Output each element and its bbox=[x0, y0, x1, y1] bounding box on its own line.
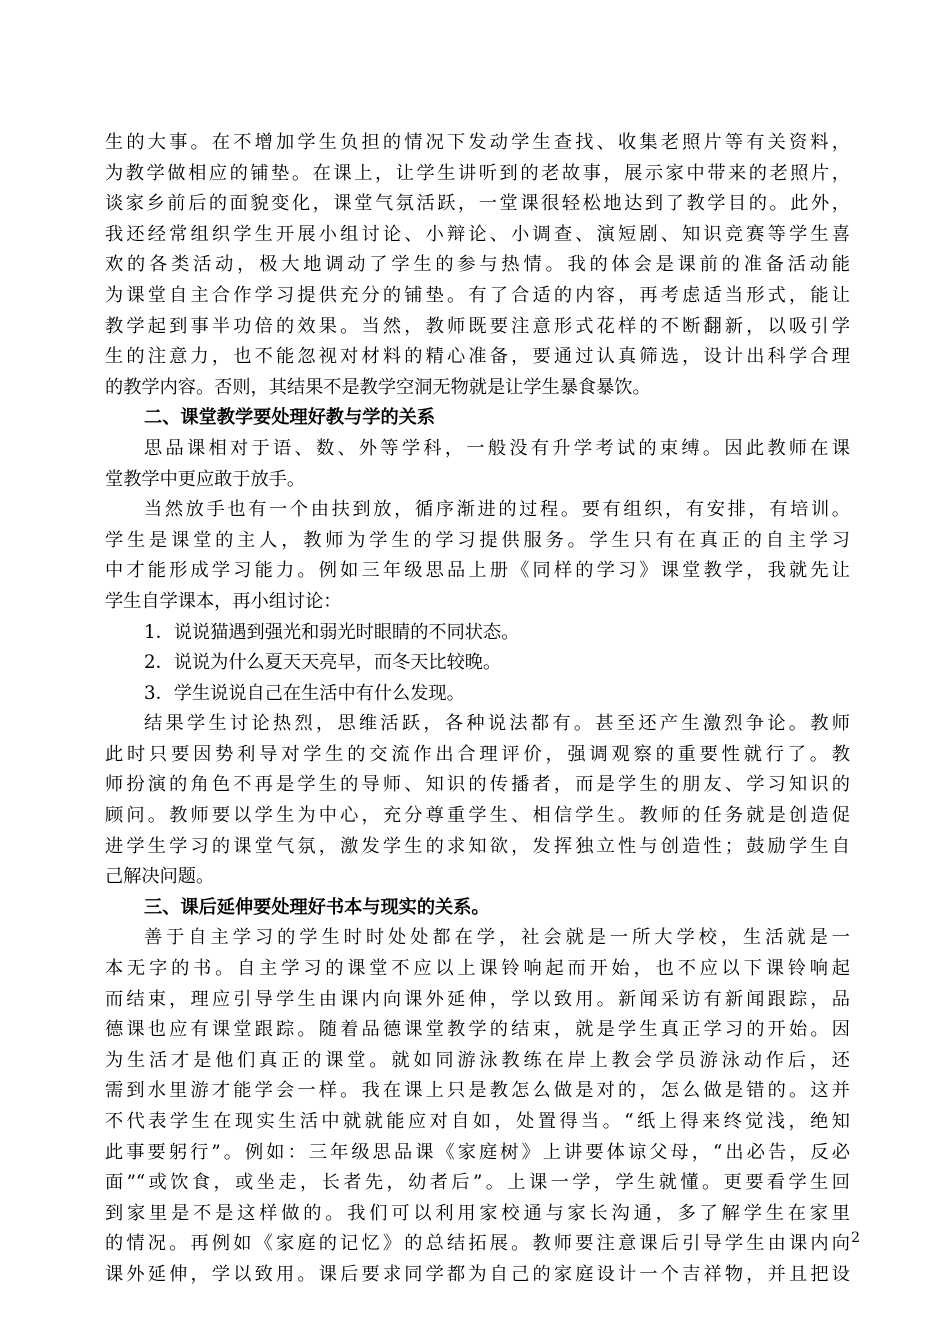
text-line: 课外延伸，学以致用。课后要求同学都为自己的家庭设计一个吉祥物，并且把设 bbox=[105, 1263, 850, 1285]
text-line: 中才能形成学习能力。例如三年级思品上册《同样的学习》课堂教学，我就先让 bbox=[105, 560, 850, 582]
text-line: 结果学生讨论热烈，思维活跃，各种说法都有。甚至还产生激烈争论。教师 bbox=[144, 713, 850, 735]
list-item: 1．说说猫遇到强光和弱光时眼睛的不同状态。 bbox=[144, 621, 520, 643]
text-line: 不代表学生在现实生活中就就能应对自如，处置得当。“纸上得来终觉浅，绝知 bbox=[105, 1111, 850, 1132]
text-line: 思品课相对于语、数、外等学科，一般没有升学考试的束缚。因此教师在课 bbox=[144, 437, 850, 459]
text-line: 本无字的书。自主学习的课堂不应以上课铃响起而开始，也不应以下课铃响起 bbox=[105, 958, 850, 980]
text-line: 为生活才是他们真正的课堂。就如同游泳教练在岸上教会学员游泳动作后，还 bbox=[105, 1049, 850, 1071]
text-line: 我还经常组织学生开展小组讨论、小辩论、小调查、演短剧、知识竞赛等学生喜 bbox=[105, 223, 850, 245]
text-line: 堂教学中更应敢于放手。 bbox=[105, 468, 306, 490]
page-number: 2 bbox=[851, 1230, 860, 1246]
text-line: 师扮演的角色不再是学生的导师、知识的传播者，而是学生的朋友、学习知识的 bbox=[105, 774, 850, 796]
section-heading: 二、课堂教学要处理好教与学的关系 bbox=[144, 407, 436, 429]
list-item: 2．说说为什么夏天天亮早，而冬天比较晚。 bbox=[144, 652, 502, 674]
text-line: 而结束，理应引导学生由课内向课外延伸，学以致用。新闻采访有新闻跟踪，品 bbox=[105, 988, 850, 1010]
text-line: 顾问。教师要以学生为中心，充分尊重学生、相信学生。教师的任务就是创造促 bbox=[105, 805, 850, 827]
list-item: 3．学生说说自己在生活中有什么发现。 bbox=[144, 682, 465, 704]
text-line: 善于自主学习的学生时时处处都在学，社会就是一所大学校，生活就是一 bbox=[144, 927, 850, 949]
text-line: 为教学做相应的铺垫。在课上，让学生讲听到的老故事，展示家中带来的老照片， bbox=[105, 162, 850, 184]
text-line: 到家里是不是这样做的。我们可以利用家校通与家长沟通，多了解学生在家里 bbox=[105, 1202, 850, 1224]
text-line: 谈家乡前后的面貌变化，课堂气氛活跃，一堂课很轻松地达到了教学目的。此外， bbox=[105, 193, 850, 215]
body-text bbox=[105, 128, 850, 1291]
text-line: 生的注意力，也不能忽视对材料的精心准备，要通过认真筛选，设计出科学合理 bbox=[105, 346, 850, 368]
text-line: 需到水里游才能学会一样。我在课上只是教怎么做是对的，怎么做是错的。这并 bbox=[105, 1080, 850, 1102]
text-line: 生的大事。在不增加学生负担的情况下发动学生查找、收集老照片等有关资料， bbox=[105, 132, 850, 153]
section-heading: 三、课后延伸要处理好书本与现实的关系。 bbox=[144, 896, 490, 918]
text-line: 当然放手也有一个由扶到放，循序渐进的过程。要有组织，有安排，有培训。 bbox=[144, 499, 850, 521]
text-line: 的情况。再例如《家庭的记忆》的总结拓展。教师要注意课后引导学生由课内向 bbox=[105, 1233, 850, 1255]
text-line: 学生是课堂的主人，教师为学生的学习提供服务。学生只有在真正的自主学习 bbox=[105, 529, 850, 551]
text-line: 教学起到事半功倍的效果。当然，教师既要注意形式花样的不断翻新，以吸引学 bbox=[105, 315, 850, 337]
text-line: 为课堂自主合作学习提供充分的铺垫。有了合适的内容，再考虑适当形式，能让 bbox=[105, 284, 850, 306]
text-line: 的教学内容。否则，其结果不是教学空洞无物就是让学生暴食暴饮。 bbox=[105, 376, 651, 398]
text-line: 德课也应有课堂跟踪。随着品德课堂教学的结束，就是学生真正学习的开始。因 bbox=[105, 1019, 850, 1041]
text-line: 欢的各类活动，极大地调动了学生的参与热情。我的体会是课前的准备活动能 bbox=[105, 254, 850, 276]
text-line: 己解决问题。 bbox=[105, 866, 215, 888]
text-line: 此时只要因势利导对学生的交流作出合理评价，强调观察的重要性就行了。教 bbox=[105, 743, 850, 765]
text-line: 进学生学习的课堂气氛，激发学生的求知欲，发挥独立性与创造性；鼓励学生自 bbox=[105, 835, 850, 857]
text-line: 面”“或饮食，或坐走，长者先，幼者后”。上课一学，学生就懂。更要看学生回 bbox=[105, 1172, 850, 1194]
text-line: 学生自学课本，再小组讨论： bbox=[105, 590, 342, 612]
text-line: 此事要躬行”。例如：三年级思品课《家庭树》上讲要体谅父母，“出必告，反必 bbox=[105, 1141, 850, 1163]
